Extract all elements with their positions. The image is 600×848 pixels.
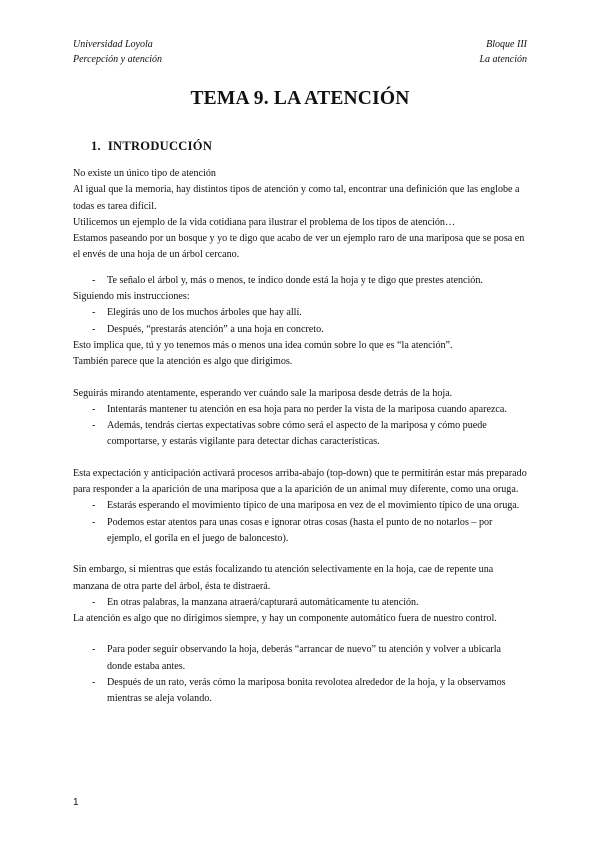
header-university: Universidad Loyola	[73, 39, 153, 50]
paragraph: También parece que la atención es algo que dirigimos.	[73, 356, 293, 368]
list-item-text: Después, “prestarás atención” a una hoja en concreto.	[107, 323, 324, 335]
list-item-text: Para poder seguir observando la hoja, deberás “arrancar de nuevo” tu atención y volver a ubicarla donde estaba antes.	[107, 644, 502, 672]
list-item	[73, 402, 528, 418]
list-item-text: Estarás esperando el movimiento típico de una mariposa en vez de el movimiento típico de una oruga.	[107, 500, 520, 512]
list-item	[73, 418, 528, 451]
bullet-dash: -	[92, 677, 96, 689]
list-item-text: Además, tendrás ciertas expectativas sobre cómo será el aspecto de la mariposa y cómo puede comportarse, y estarás vigilante para detectar dichas características.	[107, 420, 487, 448]
paragraph: Esta expectación y anticipación activará procesos arriba-abajo (top-down) que te permitirán estar más preparado para responder a la aparición de una mariposa que a la aparición de un animal muy diferente, como una oruga.	[73, 467, 527, 496]
bullet-dash: -	[92, 274, 96, 286]
bullet-dash: -	[92, 420, 96, 432]
paragraph: Al igual que la memoria, hay distintos tipos de atención y como tal, encontrar una definición que las englobe a todas es tarea difícil.	[73, 184, 520, 212]
header-right	[480, 37, 528, 67]
list-item-text: Podemos estar atentos para unas cosas e ignorar otras cosas (hasta el punto de no notarlos – por ejemplo, el gorila en el juego de baloncesto).	[107, 516, 493, 544]
bullet-dash: -	[92, 596, 96, 608]
list-item-text: Te señalo el árbol y, más o menos, te indico donde está la hoja y te digo que prestes atención.	[107, 274, 483, 286]
bullet-dash: -	[92, 500, 96, 512]
list-item-text: En otras palabras, la manzana atraerá/capturará automáticamente tu atención.	[107, 596, 419, 608]
paragraph: Seguirás mirando atentamente, esperando ver cuándo sale la mariposa desde detrás de la hoja.	[73, 387, 453, 399]
bullet-dash: -	[92, 403, 96, 415]
page-number: 1	[73, 797, 79, 808]
bullet-dash: -	[92, 307, 96, 319]
list-item-text: Intentarás mantener tu atención en esa hoja para no perder la vista de la mariposa cuando aparezca.	[107, 403, 507, 415]
list-item-text: Elegirás uno de los muchos árboles que hay allí.	[107, 307, 302, 319]
document-title: TEMA 9. LA ATENCIÓN	[190, 88, 410, 109]
header-left	[73, 37, 162, 67]
paragraph: Siguiendo mis instrucciones:	[73, 291, 190, 303]
paragraph: Estamos paseando por un bosque y yo te digo que acabo de ver un ejemplo raro de una mariposa que se posa en el envés de una hoja de un árbol cercano.	[73, 233, 525, 261]
list-item	[73, 305, 528, 321]
section-heading	[91, 139, 212, 154]
paragraph: Esto implica que, tú y yo tenemos más o menos una idea común sobre lo que es “la atención”.	[73, 339, 453, 351]
header-course: Percepción y atención	[73, 54, 163, 65]
list-item	[73, 322, 528, 338]
list-item	[73, 642, 528, 675]
bullet-dash: -	[92, 323, 96, 335]
document-body	[73, 166, 528, 708]
paragraph: No existe un único tipo de atención	[73, 168, 216, 179]
list-item	[73, 515, 528, 548]
list-item	[73, 498, 528, 514]
list-item	[73, 675, 528, 708]
section-number: 1.	[91, 139, 101, 153]
bullet-dash: -	[92, 644, 96, 656]
bullet-dash: -	[92, 516, 96, 528]
list-item	[73, 595, 528, 611]
paragraph: La atención es algo que no dirigimos siempre, y hay un componente automático fuera de nuestro control.	[73, 613, 497, 625]
paragraph: Utilicemos un ejemplo de la vida cotidiana para ilustrar el problema de los tipos de atención…	[73, 216, 456, 228]
paragraph: Sin embargo, si mientras que estás focalizando tu atención selectivamente en la hoja, cae de repente una manzana de otra parte del árbol, ésta te distraerá.	[73, 564, 494, 592]
list-item-text: Después de un rato, verás cómo la mariposa bonita revolotea alrededor de la hoja, y la observamos mientras se aleja volando.	[107, 677, 506, 705]
list-item	[73, 273, 528, 289]
header-topic: La atención	[479, 54, 527, 65]
section-title: INTRODUCCIÓN	[107, 139, 213, 153]
header-block: Bloque III	[486, 39, 527, 50]
